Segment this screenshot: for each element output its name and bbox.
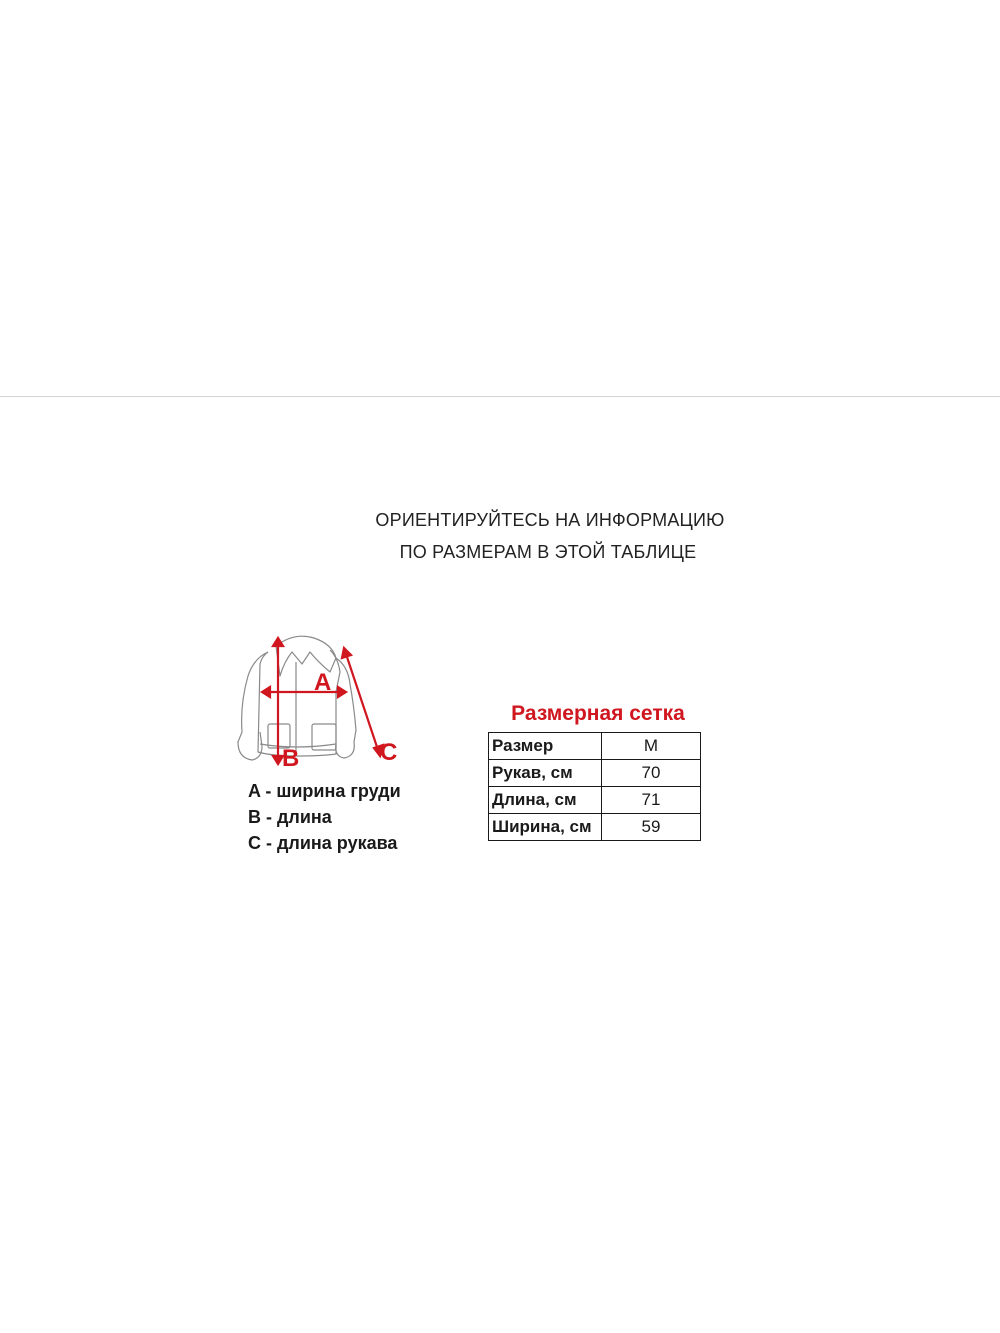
section-divider [0, 396, 1000, 397]
row-value: 59 [602, 814, 701, 841]
intro-line-2: ПО РАЗМЕРАМ В ЭТОЙ ТАБЛИЦЕ [399, 542, 697, 562]
table-row [489, 814, 701, 841]
measurement-legend [248, 778, 401, 856]
label-c: C [380, 739, 398, 766]
table-row [489, 760, 701, 787]
label-b: B [282, 745, 300, 772]
row-label: Рукав, см [489, 760, 602, 787]
legend-item-a: A - ширина груди [248, 781, 401, 801]
row-label: Длина, см [489, 787, 602, 814]
legend-item-c: C - длина рукава [248, 833, 398, 853]
table-row [489, 733, 701, 760]
intro-line-1: ОРИЕНТИРУЙТЕСЬ НА ИНФОРМАЦИЮ [375, 510, 725, 530]
jacket-measurement-diagram [232, 632, 412, 777]
row-label: Размер [489, 733, 602, 760]
row-value: 70 [602, 760, 701, 787]
table-row [489, 787, 701, 814]
row-value: 71 [602, 787, 701, 814]
row-value: M [602, 733, 701, 760]
row-label: Ширина, см [489, 814, 602, 841]
size-chart-table [488, 732, 701, 841]
label-a: A [314, 669, 332, 696]
size-chart-title: Размерная сетка [511, 702, 685, 725]
legend-item-b: B - длина [248, 807, 332, 827]
